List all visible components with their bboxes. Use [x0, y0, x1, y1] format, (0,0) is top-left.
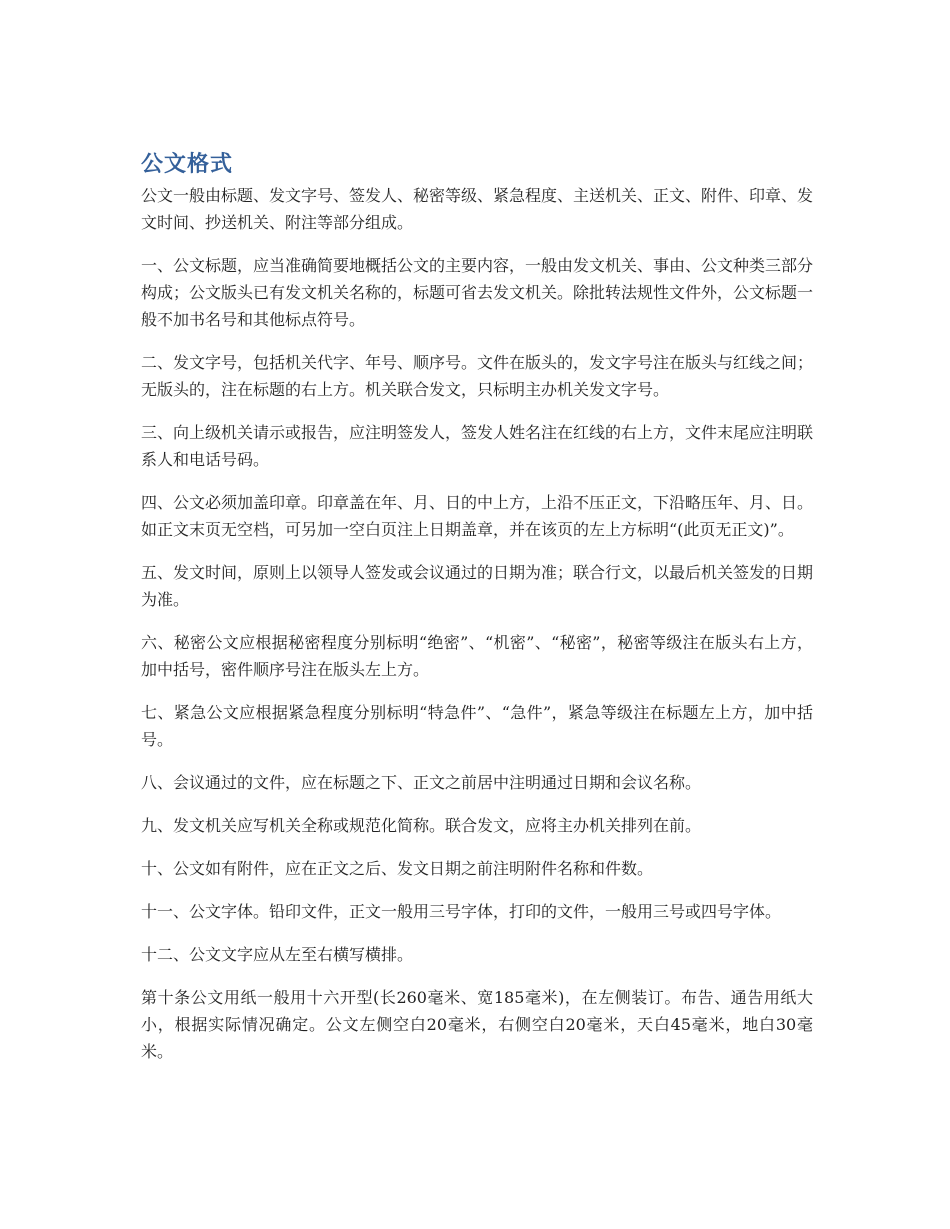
paragraph-6-secrecy: 六、秘密公文应根据秘密程度分别标明“绝密”、“机密”、“秘密”，秘密等级注在版头右上方，加中括号，密件顺序号注在版头左上方。	[141, 633, 813, 679]
paragraph-11-font: 十一、公文字体。铅印文件，正文一般用三号字体，打印的文件，一般用三号或四号字体。	[141, 902, 782, 921]
paragraph-7-urgency: 七、紧急公文应根据紧急程度分别标明“特急件”、“急件”，紧急等级注在标题左上方，加中括号。	[141, 703, 813, 749]
paragraph-3-signer: 三、向上级机关请示或报告，应注明签发人，签发人姓名注在红线的右上方，文件末尾应注明联系人和电话号码。	[141, 423, 814, 469]
paragraph-8-meeting: 八、会议通过的文件，应在标题之下、正文之前居中注明通过日期和会议名称。	[141, 773, 702, 792]
intro-paragraph: 公文一般由标题、发文字号、签发人、秘密等级、紧急程度、主送机关、正文、附件、印章、发文时间、抄送机关、附注等部分组成。	[141, 186, 814, 232]
document-title: 公文格式	[141, 152, 234, 177]
paragraph-1-title-rules: 一、公文标题，应当准确简要地概括公文的主要内容，一般由发文机关、事由、公文种类三部分构成；公文版头已有发文机关名称的，标题可省去发文机关。除批转法规性文件外，公文标题一般不加书名号和其他标点符号。	[141, 256, 814, 329]
paragraph-9-issuing-authority: 九、发文机关应写机关全称或规范化简称。联合发文，应将主办机关排列在前。	[141, 816, 702, 835]
paragraph-12-text-direction: 十二、公文文字应从左至右横写横排。	[141, 945, 414, 964]
paragraph-paper-size: 第十条公文用纸一般用十六开型(长260毫米、宽185毫米)，在左侧装订。布告、通告用纸大小，根据实际情况确定。公文左侧空白20毫米，右侧空白20毫米，天白45毫米，地白30毫米。	[141, 988, 813, 1061]
paragraph-5-issue-date: 五、发文时间，原则上以领导人签发或会议通过的日期为准；联合行文，以最后机关签发的日期为准。	[141, 563, 814, 609]
document-page	[141, 150, 813, 1081]
paragraph-2-document-number: 二、发文字号，包括机关代字、年号、顺序号。文件在版头的，发文字号注在版头与红线之间；无版头的，注在标题的右上方。机关联合发文，只标明主办机关发文字号。	[141, 353, 814, 399]
paragraph-10-attachments: 十、公文如有附件，应在正文之后、发文日期之前注明附件名称和件数。	[141, 859, 654, 878]
paragraph-4-seal: 四、公文必须加盖印章。印章盖在年、月、日的中上方，上沿不压正文，下沿略压年、月、日。如正文末页无空档，可另加一空白页注上日期盖章，并在该页的左上方标明“(此页无正文)”。	[141, 493, 814, 539]
